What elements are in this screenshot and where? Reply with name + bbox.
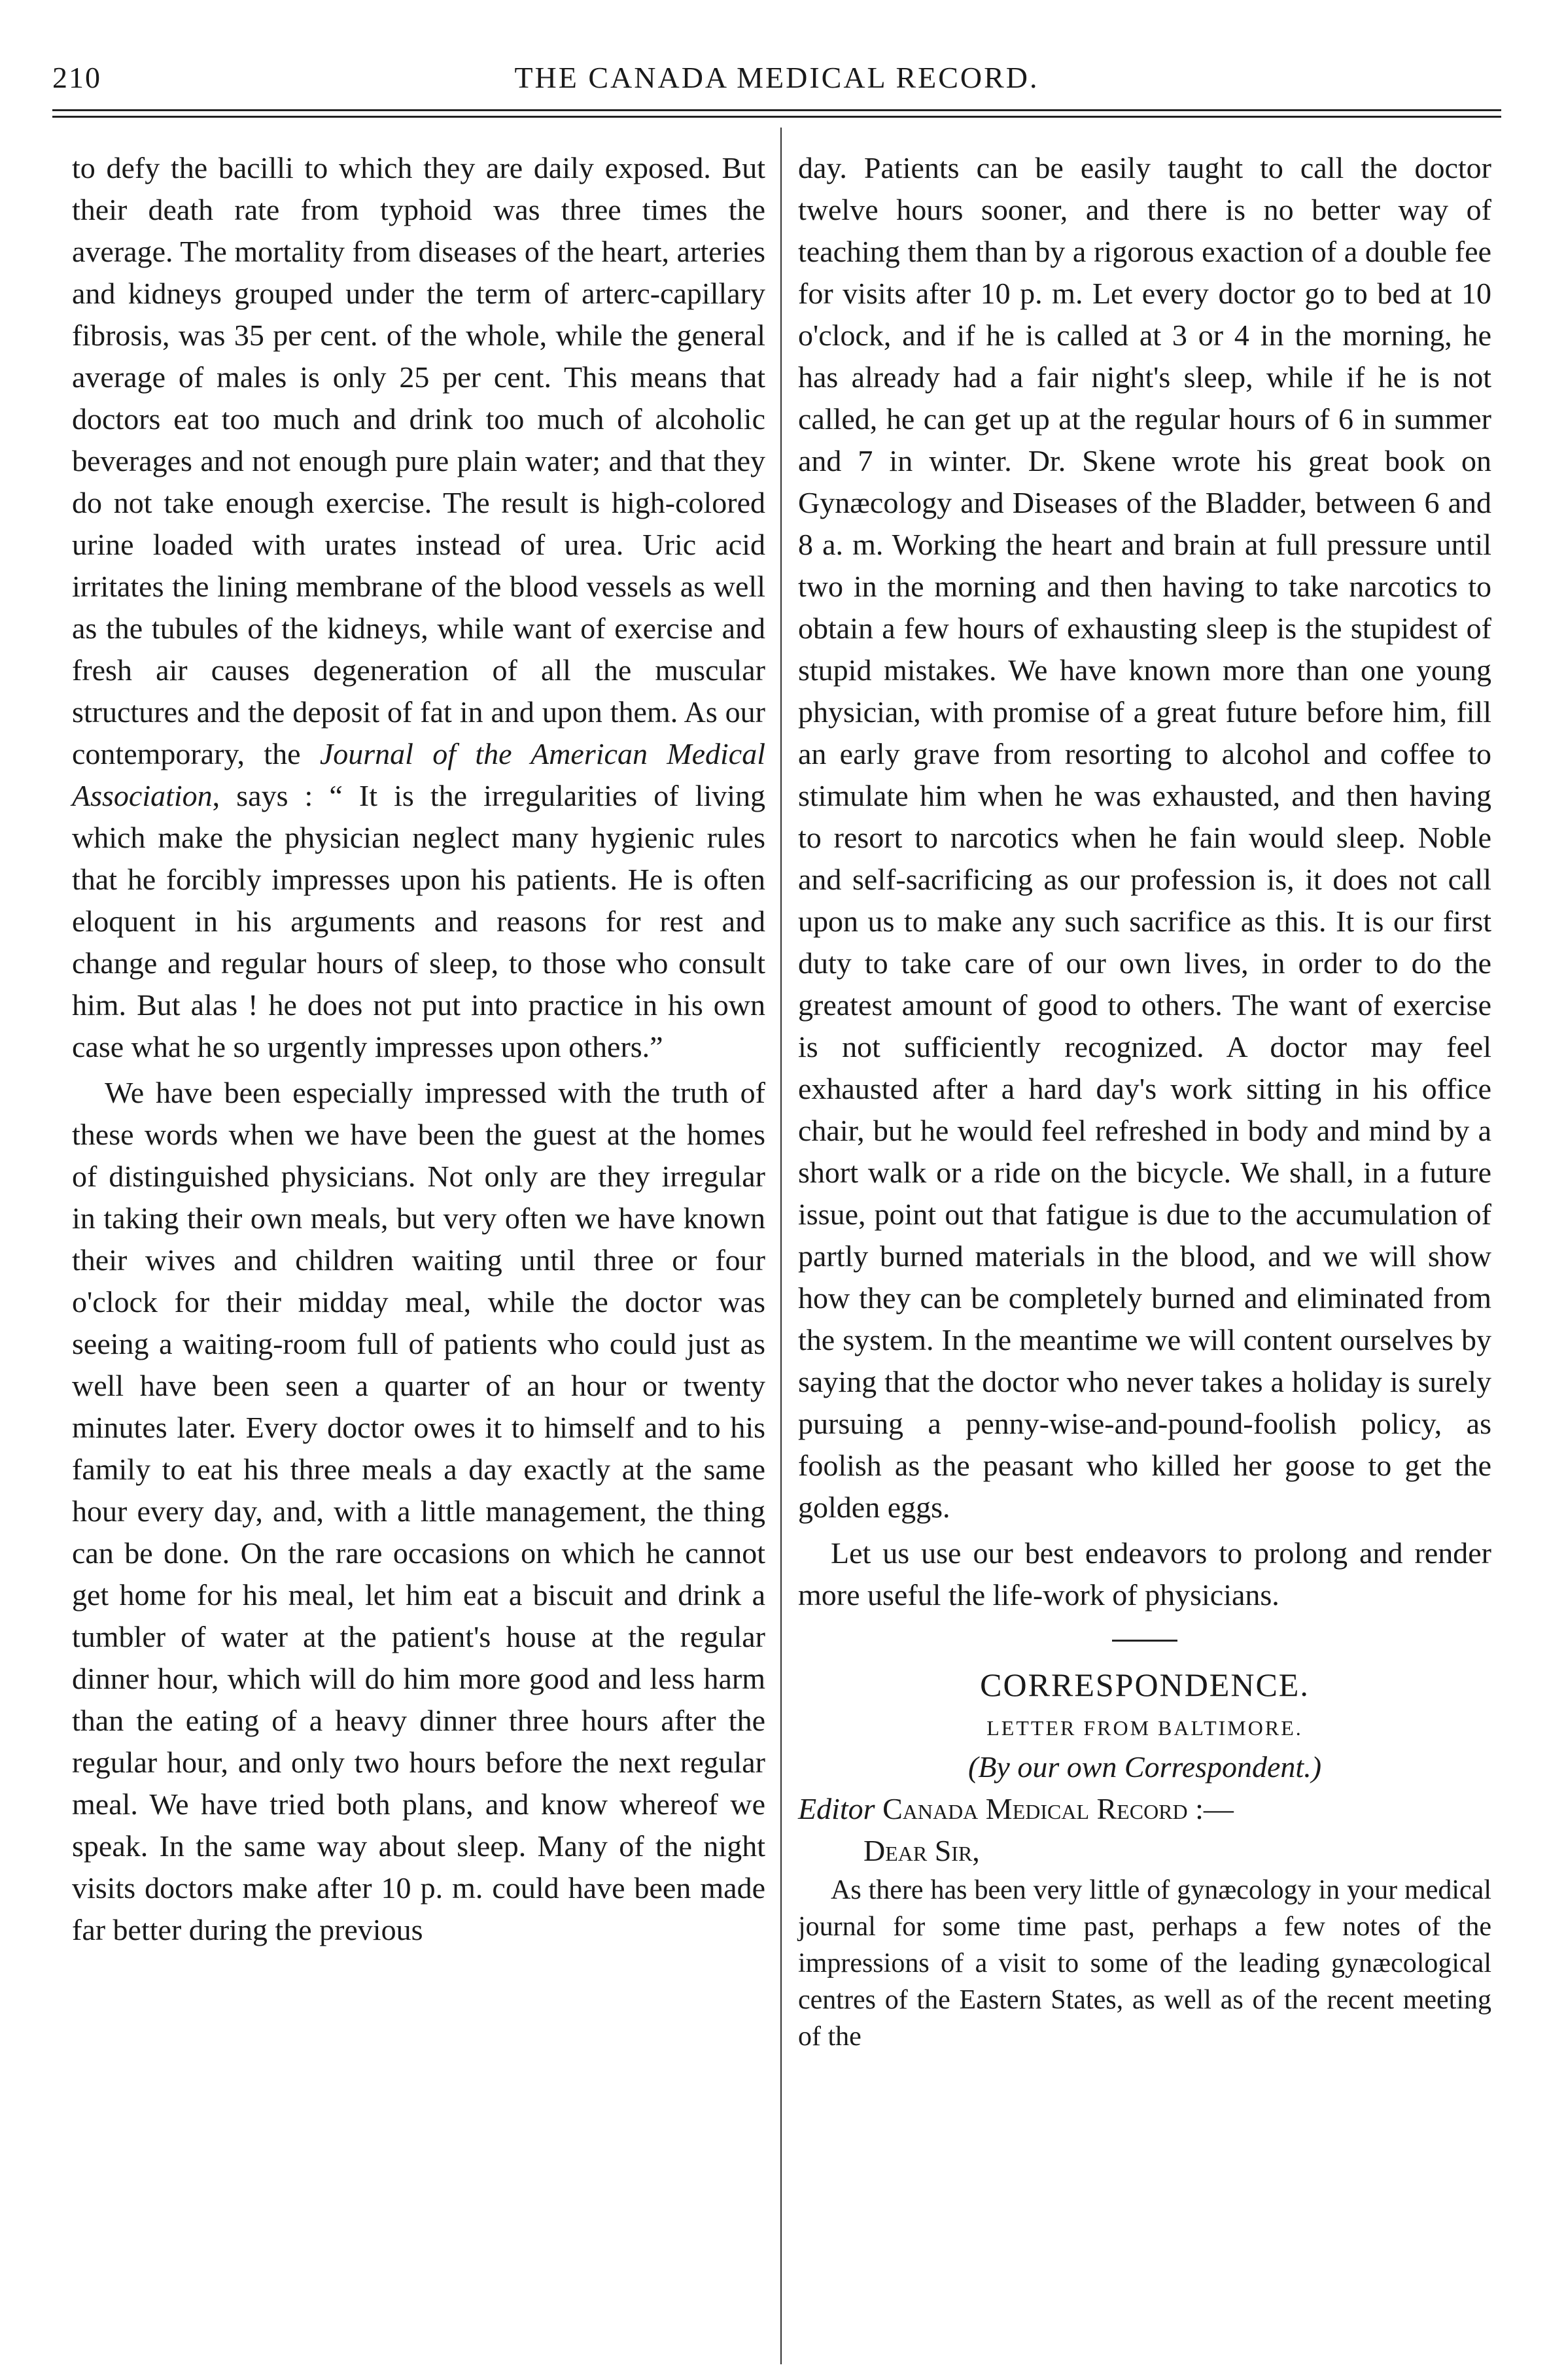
addressee: [798, 1788, 1491, 1830]
left-column: [72, 147, 765, 1951]
addressee-name: Canada Medical Record :—: [882, 1792, 1234, 1825]
running-head: THE CANADA MEDICAL RECORD.: [514, 61, 1039, 94]
byline: (By our own Correspondent.): [967, 1750, 1322, 1784]
letter-body: As there has been very little of gynæcology in your medical journal for some time past, perhaps a few notes of the impressions of a visit to some of the leading gynæcological centres of the Eastern States, as well as of the recent meeting of the: [798, 1875, 1491, 2052]
page-header: [52, 60, 1501, 106]
left-paragraph-1: [72, 147, 765, 1068]
salutation: Dear Sir,: [863, 1834, 980, 1867]
column-divider: [780, 128, 782, 2364]
letter-title: LETTER FROM BALTIMORE.: [986, 1716, 1303, 1740]
left-paragraph-1-quote: , says : “ It is the irregularities of living which make the physician neglect many hygienic rules that he forcibly impresses upon his patients. He is often eloquent in his arguments and reasons for rest and change and regular hours of sleep, to those who consult him. But alas ! he does not put into practice in his own case what he so urgently impresses upon others.”: [72, 779, 765, 1063]
section-divider: [1112, 1640, 1177, 1642]
right-column: [798, 147, 1491, 2055]
section-title: CORRESPONDENCE.: [980, 1666, 1310, 1703]
left-paragraph-1-text: to defy the bacilli to which they are daily exposed. But their death rate from typhoid was three times the average. The mortality from diseases of the heart, arteries and kidneys grouped under the term of arterc-capillary fibrosis, was 35 per cent. of the whole, while the general average of males is only 25 per cent. This means that doctors eat too much and drink too much of alcoholic beverages and not enough pure plain water; and that they do not take enough exercise. The result is high-colored urine loaded with urates instead of urea. Uric acid irritates the lining membrane of the blood vessels as well as the tubules of the kidneys, while want of exercise and fresh air causes degeneration of all the muscular structures and the deposit of fat in and upon them. As our contemporary, the: [72, 151, 765, 770]
header-rule-bottom: [52, 116, 1501, 118]
header-rule-top: [52, 109, 1501, 111]
right-paragraph-1: day. Patients can be easily taught to call the doctor twelve hours sooner, and there is no better way of teaching them than by a rigorous exaction of a double fee for visits after 10 p. m. Let every doctor go to bed at 10 o'clock, and if he is called at 3 or 4 in the morning, he has already had a fair night's sleep, while if he is not called, he can get up at the regular hours of 6 in summer and 7 in winter. Dr. Skene wrote his great book on Gynæcology and Diseases of the Bladder, between 6 and 8 a. m. Working the heart and brain at full pressure until two in the morning and then having to take narcotics to obtain a few hours of exhausting sleep is the stupidest of stupid mistakes. We have known more than one young physician, with promise of a great future before him, fill an early grave from resorting to alcohol and coffee to stimulate him when he was exhausted, and then having to resort to narcotics when he fain would sleep. Noble and self-sacrificing as our profession is, it does not call upon us to make any such sacrifice as this. It is our first duty to take care of our own lives, in order to do the greatest amount of good to others. The want of exercise is not sufficiently recognized. A doctor may feel exhausted after a hard day's work sitting in his office chair, but he would feel refreshed in body and mind by a short walk or a ride on the bicycle. We shall, in a future issue, point out that fatigue is due to the accumulation of partly burned materials in the blood, and we will show how they can be completely burned and eliminated from the system. In the meantime we will content ourselves by saying that the doctor who never takes a holiday is surely pursuing a penny-wise-and-pound-foolish policy, as foolish as the peasant who killed her goose to get the golden eggs.: [798, 151, 1491, 1524]
journal-title: Journal of the American Medical Association: [72, 737, 765, 812]
left-paragraph-2: We have been especially impressed with the truth of these words when we have been the guest at the homes of distinguished physicians. Not only are they irregular in taking their own meals, but very often we have known their wives and children waiting until three or four o'clock for their midday meal, while the doctor was seeing a waiting-room full of patients who could just as well have been seen a quarter of an hour or twenty minutes later. Every doctor owes it to himself and to his family to eat his three meals a day exactly at the same hour every day, and, with a little management, the thing can be done. On the rare occasions on which he cannot get home for his meal, let him eat a biscuit and drink a tumbler of water at the patient's house at the regular dinner hour, which will do him more good and less harm than the eating of a heavy dinner three hours after the regular hour, and only two hours before the next regular meal. We have tried both plans, and know whereof we speak. In the same way about sleep. Many of the night visits doctors make after 10 p. m. could have been made far better during the previous: [72, 1076, 765, 1946]
right-paragraph-2: Let us use our best endeavors to prolong and render more useful the life-work of physicians.: [798, 1536, 1491, 1612]
addressee-role: Editor: [798, 1792, 875, 1825]
page-number: 210: [52, 61, 101, 94]
